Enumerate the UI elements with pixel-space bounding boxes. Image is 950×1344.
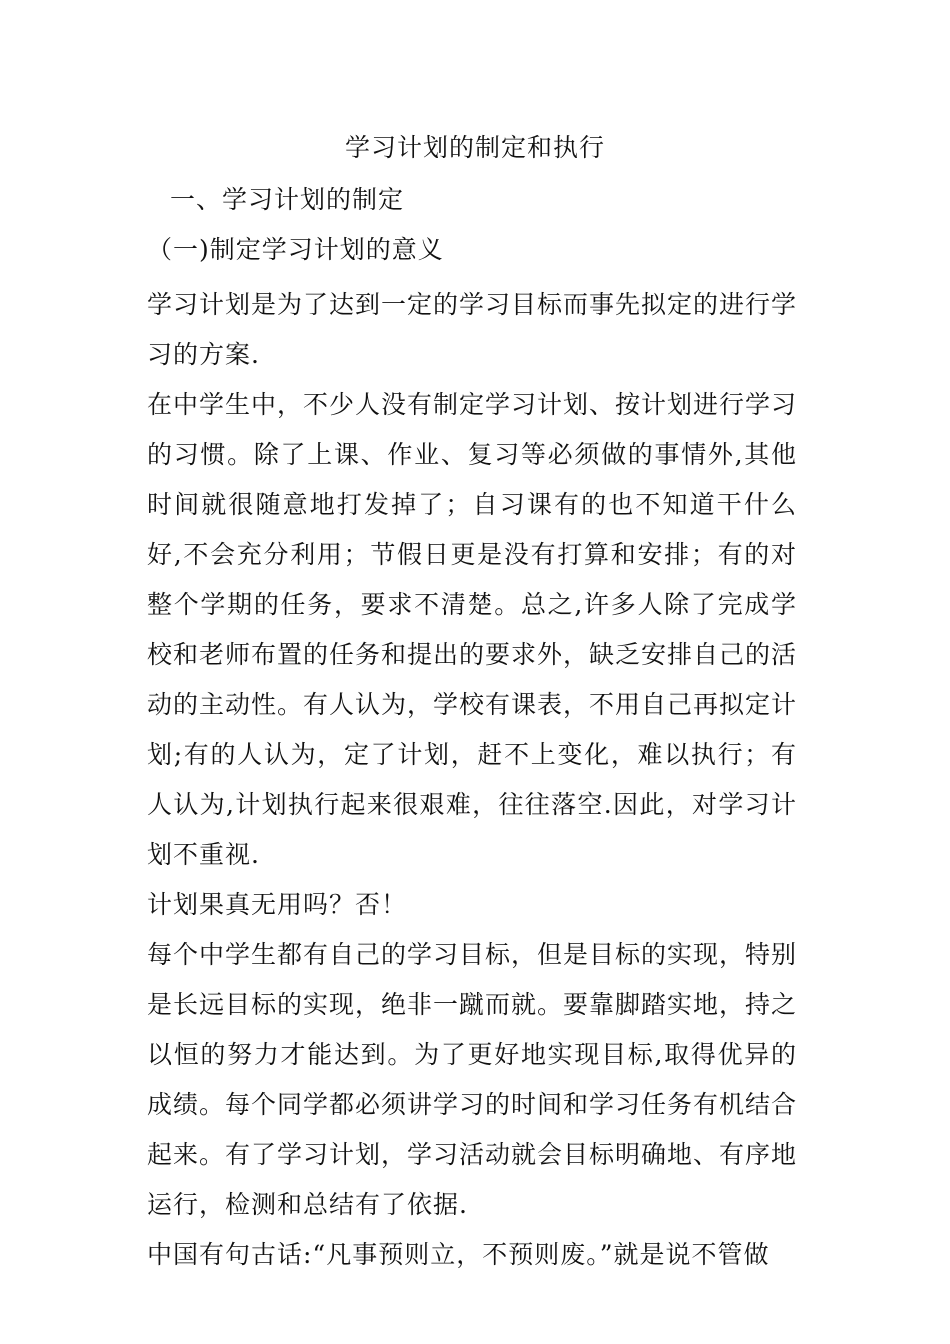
paragraph-proverb: 中国有句古话:“凡事预则立，不预则废。”就是说不管做 bbox=[147, 1240, 770, 1269]
subsection-heading: （一)制定学习计划的意义 bbox=[147, 235, 444, 264]
paragraph-question: 计划果真无用吗？否！ bbox=[147, 890, 408, 919]
paragraph-definition: 学习计划是为了达到一定的学习目标而事先拟定的进行学习的方案. bbox=[147, 290, 798, 369]
paragraph-importance: 每个中学生都有自己的学习目标，但是目标的实现，特别是长远目标的实现，绝非一蹴而就。要靠脚踏实地，持之以恒的努力才能达到。为了更好地实现目标,取得优异的成绩。每个同学都必须讲学习的时间和学习任务有机结合起来。有了学习计划，学习活动就会目标明确地、有序地运行，检测和总结有了依据. bbox=[147, 940, 798, 1219]
document-title: 学习计划的制定和执行 bbox=[344, 133, 605, 162]
document-body bbox=[147, 280, 797, 1280]
section-heading: 一、学习计划的制定 bbox=[170, 185, 405, 214]
paragraph-problem: 在中学生中，不少人没有制定学习计划、按计划进行学习的习惯。除了上课、作业、复习等必须做的事情外,其他时间就很随意地打发掉了；自习课有的也不知道干什么好,不会充分利用；节假日更是没有打算和安排；有的对整个学期的任务，要求不清楚。总之,许多人除了完成学校和老师布置的任务和提出的要求外，缺乏安排自己的活动的主动性。有人认为，学校有课表，不用自己再拟定计划;有的人认为，定了计划，赶不上变化，难以执行；有人认为,计划执行起来很艰难，往往落空.因此，对学习计划不重视. bbox=[147, 390, 798, 869]
